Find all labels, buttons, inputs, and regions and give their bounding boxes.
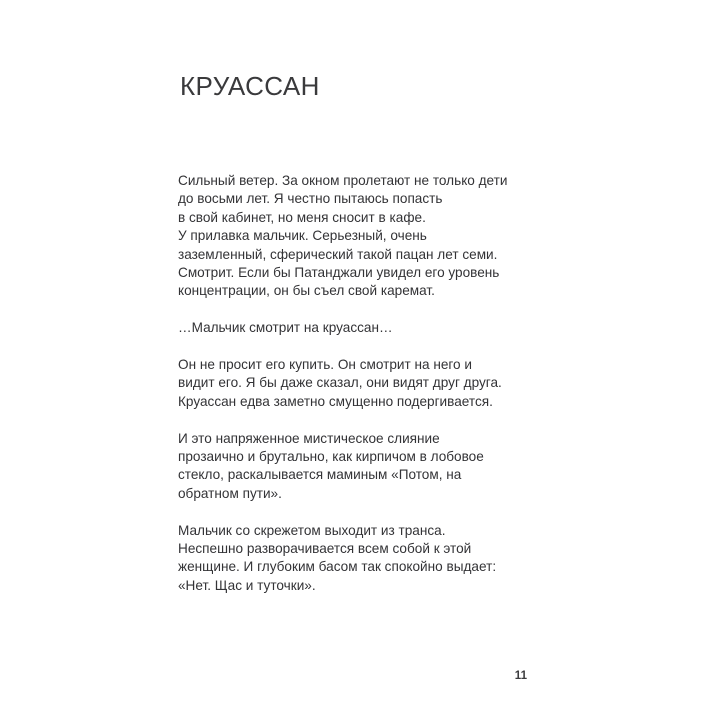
paragraph-2 <box>178 319 538 337</box>
page-title: КРУАССАН <box>180 71 320 102</box>
text-line: Смотрит. Если бы Патанджали увидел его уровень <box>178 265 500 281</box>
text-line: У прилавка мальчик. Серьезный, очень <box>178 228 427 244</box>
paragraph-5 <box>178 522 538 596</box>
paragraph-4 <box>178 430 538 504</box>
text-line: стекло, раскалывается маминым «Потом, на <box>178 467 462 483</box>
page-number: 11 <box>514 670 528 682</box>
text-line: в свой кабинет, но меня сносит в кафе. <box>178 209 426 225</box>
text-line: …Мальчик смотрит на круассан… <box>178 320 393 336</box>
text-line: Неспешно разворачивается всем собой к этой <box>178 541 472 557</box>
text-line: женщине. И глубоким басом так спокойно выдает: <box>178 559 497 575</box>
text-line: обратном пути». <box>178 485 282 501</box>
text-line: «Нет. Щас и туточки». <box>178 577 316 593</box>
text-line: Он не просит его купить. Он смотрит на него и <box>178 357 472 373</box>
text-line: до восьми лет. Я честно пытаюсь попасть <box>178 191 443 207</box>
paragraph-1 <box>178 172 538 301</box>
paragraph-3 <box>178 356 538 411</box>
page-body <box>178 172 538 595</box>
text-line: концентрации, он бы съел свой каремат. <box>178 283 435 299</box>
text-line: И это напряженное мистическое слияние <box>178 430 440 446</box>
text-line: заземленный, сферический такой пацан лет семи. <box>178 246 498 262</box>
text-line: прозаично и брутально, как кирпичом в лобовое <box>178 449 484 465</box>
text-line: Сильный ветер. За окном пролетают не только дети <box>178 173 508 188</box>
text-line: видит его. Я бы даже сказал, они видят друг друга. <box>178 375 502 391</box>
text-line: Круассан едва заметно смущенно подергивается. <box>178 393 493 409</box>
text-line: Мальчик со скрежетом выходит из транса. <box>178 522 446 538</box>
